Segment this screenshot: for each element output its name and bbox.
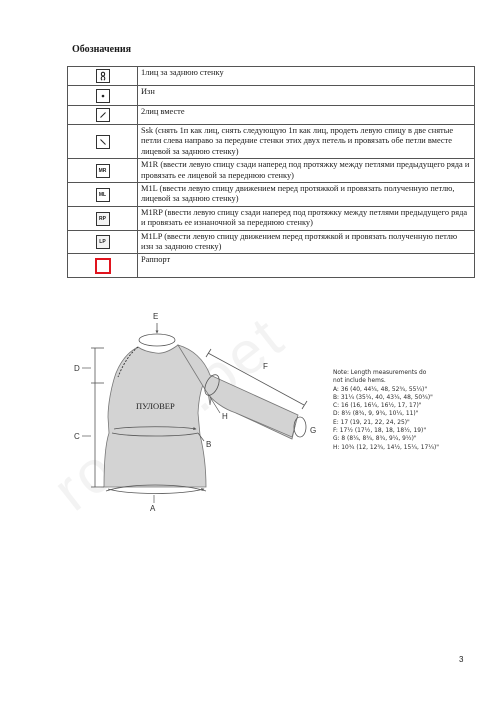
legend-row [68,125,475,159]
label-e: E [153,312,159,321]
twisted-knit-icon [96,69,110,83]
ssk-backslash-icon [96,135,110,149]
legend-text: M1LP (ввести левую спицу движением перед протяжкой и провязать полученную петлю изн за заднюю стенку) [138,230,475,254]
legend-heading: Обозначения [72,44,132,55]
note-line: E: 17 (19, 21, 22, 24, 25)" [333,419,410,426]
repeat-box-icon [95,258,111,274]
legend-row [68,230,475,254]
label-h: H [222,412,228,421]
legend-table [67,66,475,278]
note-line: H: 10¾ (12, 12¾, 14½, 15¼, 17¼)" [333,444,439,451]
label-c: C [74,432,80,441]
m1l-icon: ML [96,188,110,202]
note-line: Note: Length measurements do [333,370,427,376]
legend-text: M1R (ввести левую спицу сзади наперед под протяжку между петлями предыдущего ряда и провязать ее лицевой за переднюю стенку) [138,159,475,183]
legend-text: Ssk (снять 1п как лиц, снять следующую 1п как лиц, продеть левую спицу в две снятые петли слева направо за передние стенки этих двух петель и провязать обе петли вместе лицевой за заднюю стенку) [138,125,475,159]
m1r-icon: MR [96,164,110,178]
legend-row [68,159,475,183]
legend-row [68,106,475,125]
m1lp-icon: LP [96,235,110,249]
note-line: F: 17½ (17½, 18, 18, 18½, 19)" [333,428,427,435]
legend-row [68,254,475,278]
note-line: A: 36 (40, 44¼, 48, 52¾, 55¼)" [333,386,428,393]
garment-label: ПУЛОВЕР [136,401,175,411]
note-line: not include hems. [333,378,386,385]
legend-row [68,206,475,230]
note-line: B: 31¼ (35¼, 40, 43¼, 48, 50¾)" [333,394,433,401]
neck-measure [139,334,175,346]
legend-row [68,183,475,207]
legend-row [68,67,475,86]
note-line: C: 16 (16, 16¼, 16½, 17, 17)" [333,403,422,410]
legend-text: 2лиц вместе [138,106,475,125]
legend-text: M1L (ввести левую спицу движением перед протяжкой и провязать полученную петлю, лицевой за заднюю стенку) [138,183,475,207]
legend-text: 1лиц за заднюю стенку [138,67,475,86]
legend-text: M1RP (ввести левую спицу сзади наперед под протяжку между петлями предыдущего ряда и провязать ее изнаночной за переднюю стенку) [138,206,475,230]
note-line: G: 8 (8¼, 8¾, 8¾, 9¼, 9½)" [333,436,417,443]
note-line: D: 8½ (8¾, 9, 9¾, 10¼, 11)" [333,411,419,418]
legend-row [68,86,475,106]
legend-text: Раппорт [138,254,475,278]
label-f: F [263,362,268,371]
purl-dot-icon [96,89,110,103]
m1rp-icon: RP [96,212,110,226]
label-a: A [150,504,156,513]
schematic-diagram [60,305,340,520]
label-g: G [310,426,317,435]
label-d: D [74,364,80,373]
measurement-notes [333,369,493,452]
legend-text: Изн [138,86,475,106]
page-number: 3 [459,655,464,664]
label-b: B [206,440,212,449]
k2tog-slash-icon [96,108,110,122]
